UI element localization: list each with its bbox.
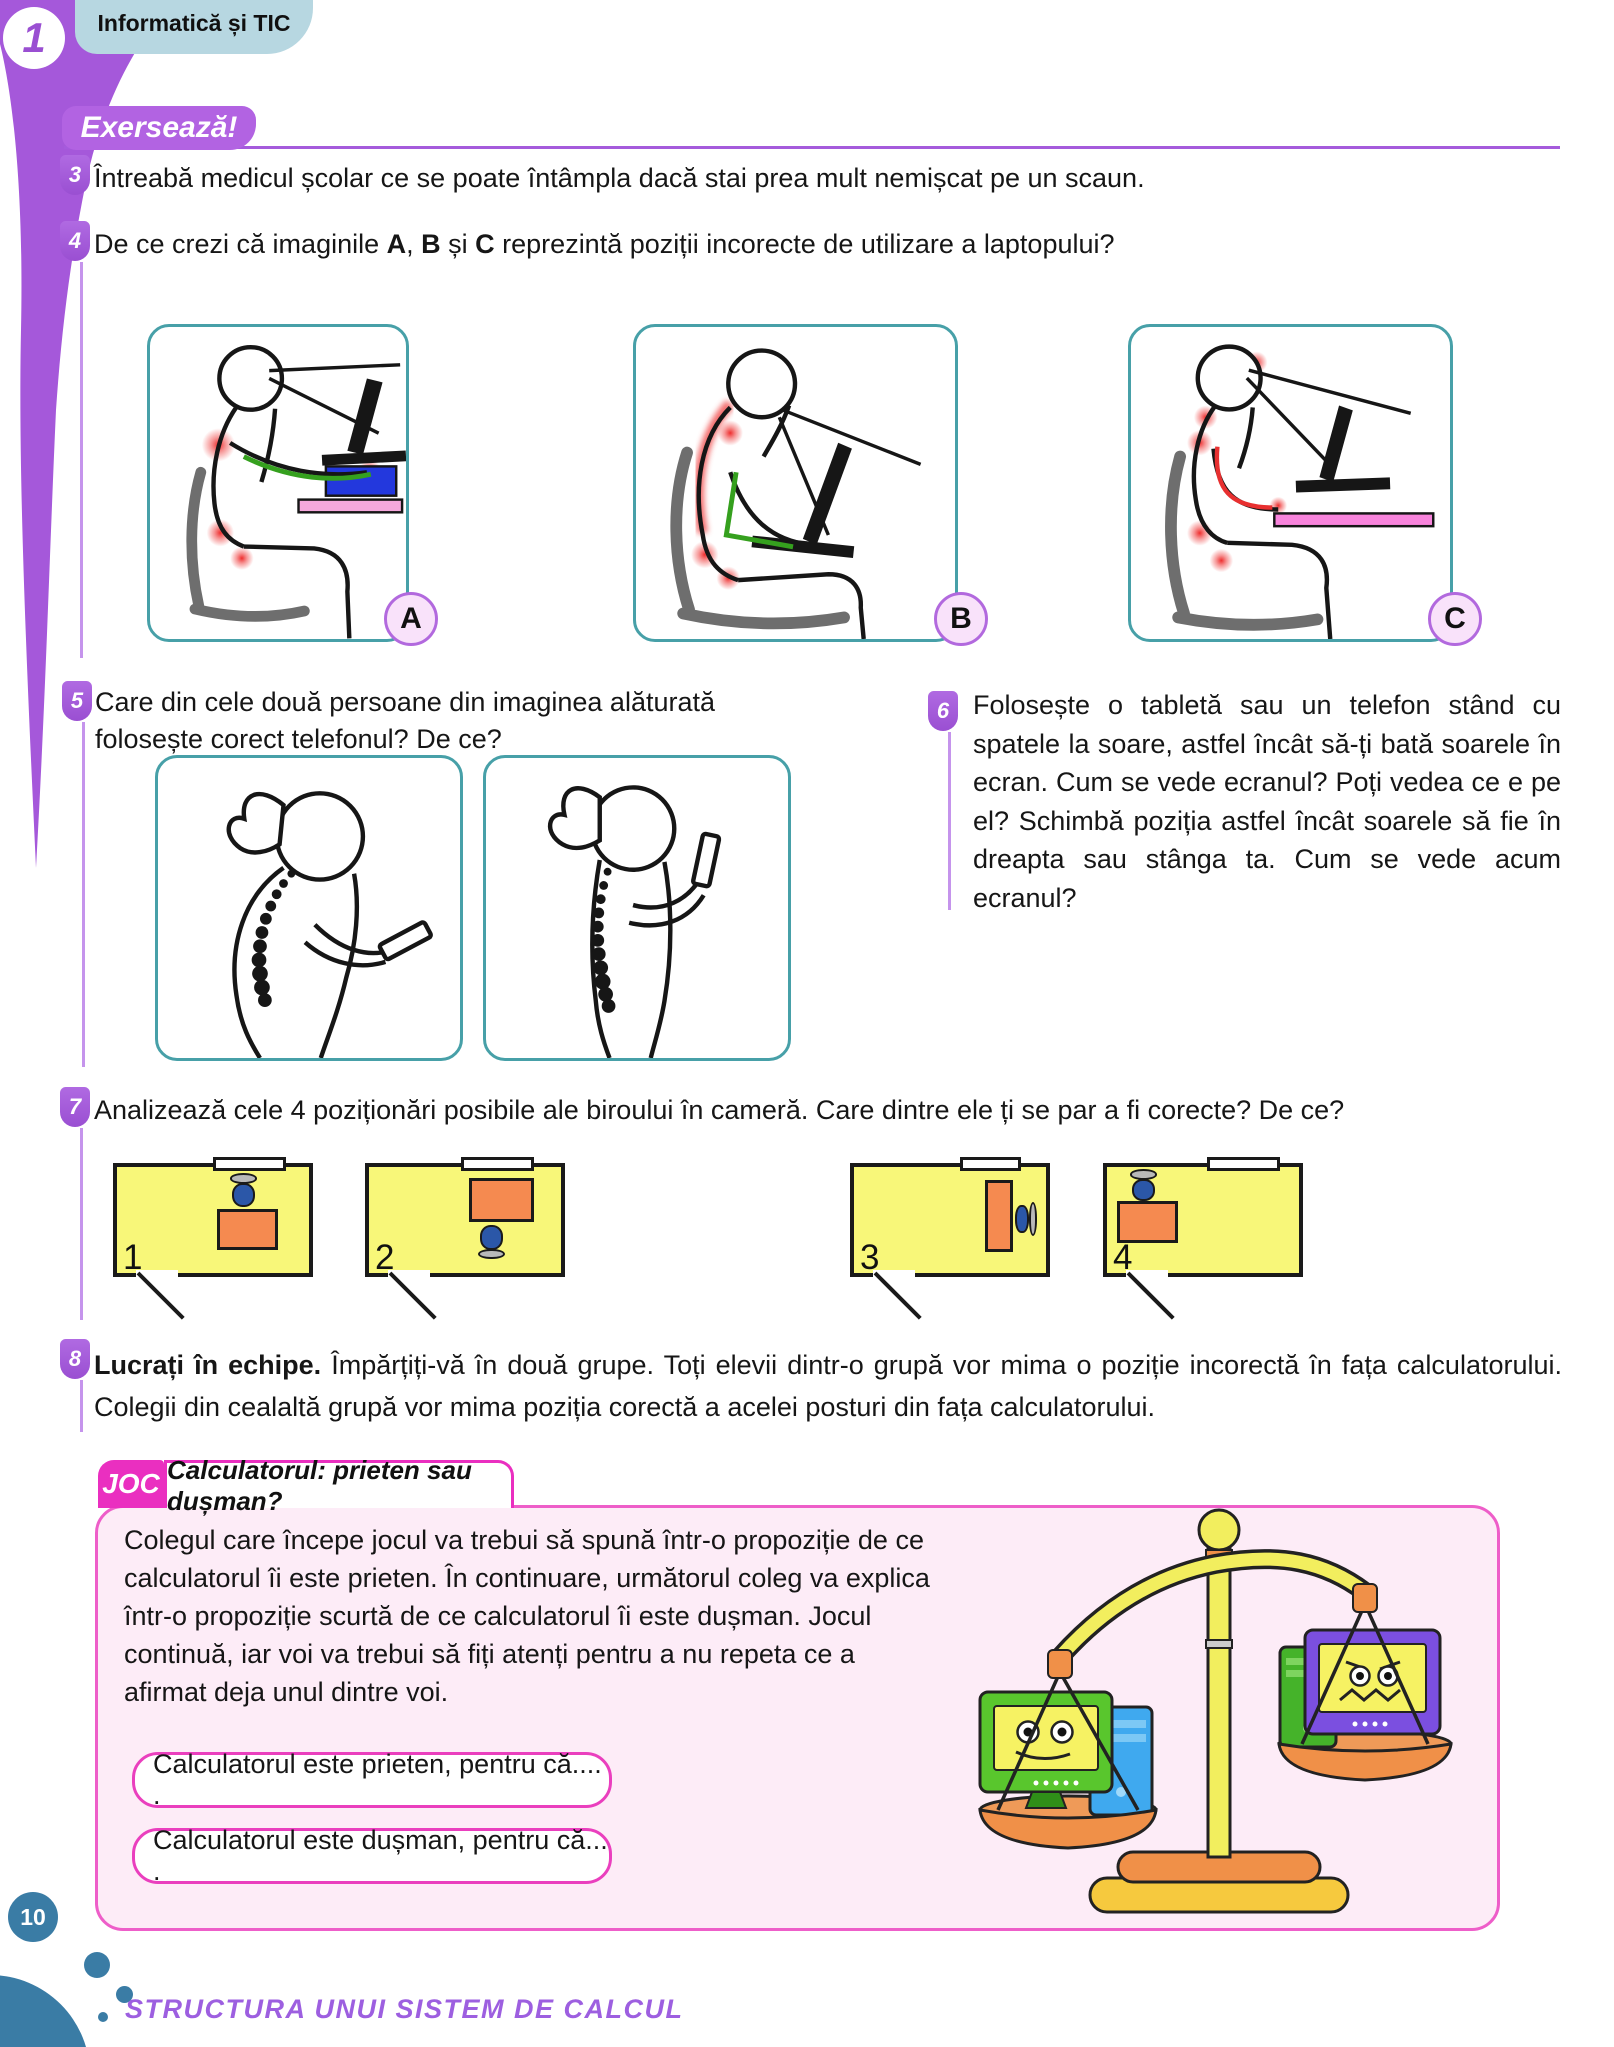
- section-divider: [64, 146, 1560, 149]
- exercise-4-text: De ce crezi că imaginile A, B și C reprezintă poziții incorecte de utilizare a laptopului?: [94, 229, 1115, 259]
- exercise-7-badge: 7: [60, 1087, 90, 1127]
- footer-dot-decoration: [84, 1952, 110, 1978]
- desk-icon: [469, 1178, 534, 1223]
- exercise-6-badge: 6: [928, 691, 958, 731]
- desk-icon: [217, 1209, 278, 1249]
- room-3-label: 3: [860, 1238, 880, 1277]
- exercise-4-badge: 4: [60, 221, 90, 261]
- window-icon: [960, 1157, 1021, 1171]
- exercise-6-thread: [948, 732, 951, 910]
- balance-scale-illustration: [950, 1492, 1510, 1927]
- window-icon: [213, 1157, 286, 1171]
- exercise-5-text: Care din cele două persoane din imaginea alăturată folosește corect telefonul? De ce?: [95, 687, 715, 754]
- figure-c-label: C: [1428, 592, 1482, 646]
- phone-posture-correct-illustration: [483, 755, 791, 1061]
- footer-dot-decoration: [98, 2012, 108, 2022]
- window-icon: [1207, 1157, 1280, 1171]
- exercise-4-thread: [80, 262, 83, 658]
- exercise-5-badge: 5: [62, 681, 92, 721]
- page-number-badge: 10: [8, 1892, 58, 1942]
- chapter-number: 1: [22, 14, 46, 61]
- room-1-label: 1: [123, 1238, 143, 1277]
- exercise-3-text: Întreabă medicul școlar ce se poate întâmpla dacă stai prea mult nemișcat pe un scaun.: [94, 163, 1145, 193]
- exercise-6-text: Folosește o tabletă sau un telefon stând cu spatele la soare, astfel încât să-ți bată soarele în ecran. Cum se vede ecranul? Poți vedea ce e pe el? Schimbă poziția astfel încât soarele să fie în dreapta sau stânga ta. Cum se vede acum ecranul?: [973, 690, 1561, 913]
- friend-statement-pill: Calculatorul este prieten, pentru că.... .: [132, 1752, 612, 1808]
- exercise-8-badge: 8: [60, 1339, 90, 1379]
- enemy-statement-pill: Calculatorul este dușman, pentru că... .: [132, 1828, 612, 1884]
- desk-icon: [985, 1180, 1014, 1252]
- desk-icon: [1117, 1201, 1178, 1243]
- room-2-label: 2: [375, 1238, 395, 1277]
- subject-label: Informatică și TIC: [97, 10, 291, 36]
- game-title: Calculatorul: prieten sau dușman?: [164, 1460, 514, 1508]
- posture-a-illustration: [147, 324, 409, 642]
- chair-icon: [1015, 1205, 1028, 1233]
- game-tab: JOC: [98, 1460, 164, 1508]
- figure-b-label: B: [934, 592, 988, 646]
- chair-icon: [480, 1225, 503, 1249]
- room-layout-4: [1103, 1163, 1303, 1277]
- corner-decoration: [0, 1975, 90, 2047]
- exercise-7-text: Analizează cele 4 poziționări posibile ale biroului în cameră. Care dintre ele ți se par a fi corecte? De ce?: [94, 1095, 1345, 1125]
- room-layout-3: [850, 1163, 1050, 1277]
- exercise-8-thread: [80, 1380, 83, 1432]
- phone-posture-incorrect-illustration: [155, 755, 463, 1061]
- figure-a-label: A: [384, 592, 438, 646]
- game-instructions: Colegul care începe jocul va trebui să spună într-o propoziție de ce calculatorul îi este prieten. În continuare, următorul coleg va explica într-o propoziție scurtă de ce calculatorul îi este dușman. Jocul continuă, iar voi va trebui să fiți atenți pentru a nu repeta ce a afirmat deja unul dintre voi.: [124, 1525, 930, 1707]
- section-title: Exersează!: [62, 106, 256, 150]
- subject-header: [75, 0, 313, 54]
- posture-b-illustration: [633, 324, 958, 642]
- room-layout-1: [113, 1163, 313, 1277]
- chapter-footer-title: STRUCTURA UNUI SISTEM DE CALCUL: [125, 1994, 684, 2024]
- room-4-label: 4: [1113, 1238, 1133, 1277]
- window-icon: [461, 1157, 534, 1171]
- exercise-7-thread: [80, 1128, 83, 1320]
- exercise-8-text: Lucrați în echipe. Împărțiți-vă în două grupe. Toți elevii dintr-o grupă vor mima o poziție incorectă în fața calculatorului. Colegii din cealaltă grupă vor mima poziția corectă a acelei posturi din fața calculatorului.: [94, 1350, 1562, 1422]
- exercise-5-thread: [82, 722, 85, 1067]
- chapter-number-badge: [3, 7, 65, 69]
- room-layout-2: [365, 1163, 565, 1277]
- exercise-3-badge: 3: [60, 155, 90, 195]
- posture-c-illustration: [1128, 324, 1453, 642]
